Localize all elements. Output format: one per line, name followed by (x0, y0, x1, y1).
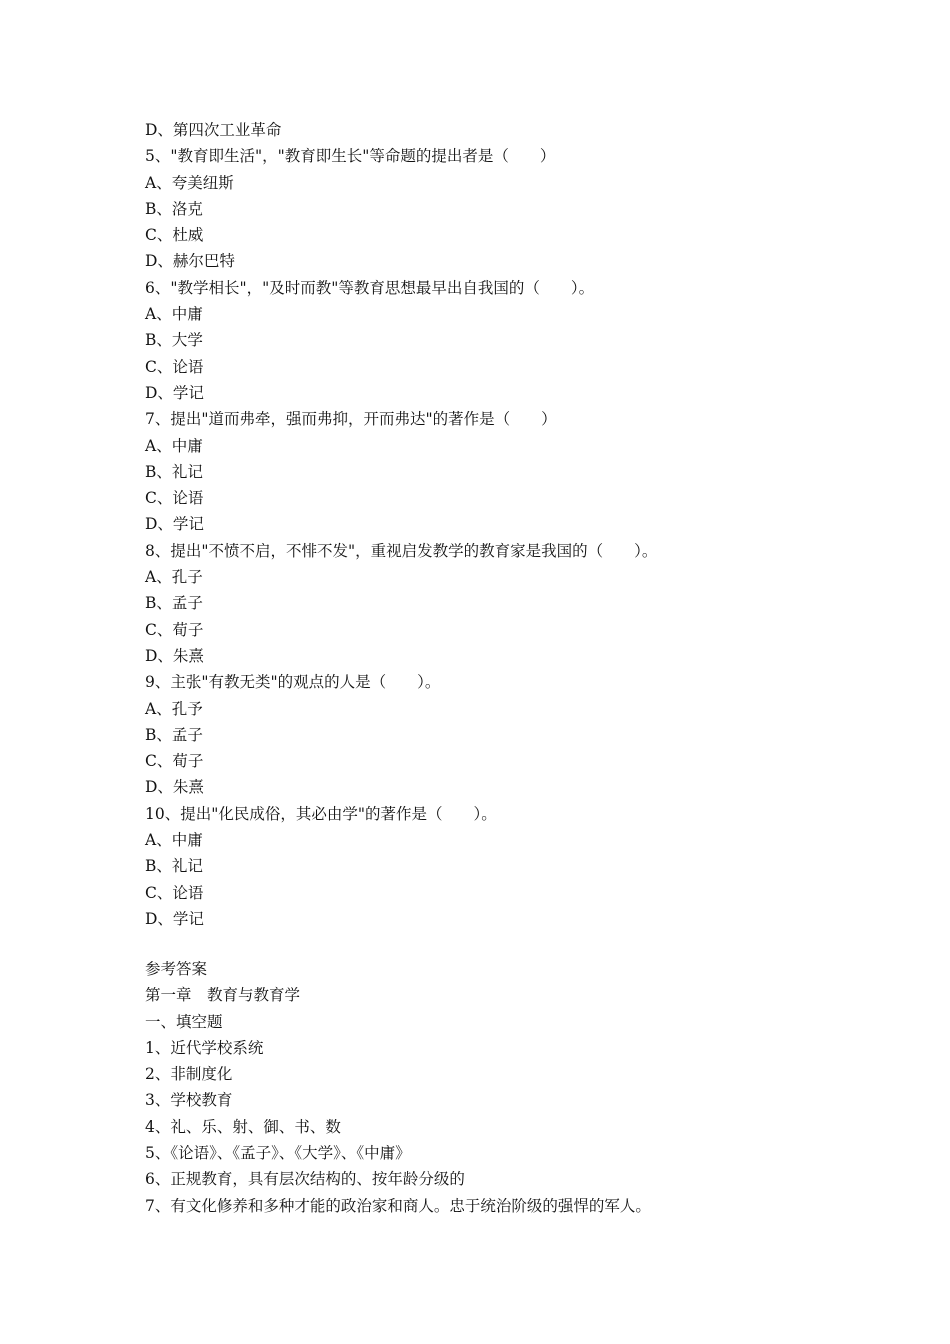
option-line: A、中庸 (145, 305, 203, 324)
option-line: C、论语 (145, 489, 204, 508)
option-line: B、礼记 (145, 462, 203, 481)
answer-line: 6、正规教育，具有层次结构的、按年龄分级的 (145, 1170, 465, 1189)
question-5: 5、"教育即生活"，"教育即生长"等命题的提出者是（ ） (145, 147, 556, 166)
option-line: C、杜威 (145, 226, 204, 245)
option-line: A、夸美纽斯 (145, 173, 234, 192)
chapter-title: 第一章 教育与教育学 (145, 986, 301, 1005)
answer-line: 3、学校教育 (145, 1091, 233, 1110)
answer-heading: 参考答案 (145, 960, 208, 978)
question-6: 6、"教学相长"，"及时而教"等教育思想最早出自我国的（ ）。 (145, 278, 595, 297)
option-line: C、荀子 (145, 752, 204, 771)
option-line: A、孔予 (145, 699, 203, 718)
option-line: B、孟子 (145, 594, 203, 613)
option-line: C、论语 (145, 357, 204, 376)
option-line: D、学记 (145, 909, 204, 928)
option-line: B、洛克 (145, 199, 203, 218)
option-line: D、第四次工业革命 (145, 121, 282, 139)
question-8: 8、提出"不愤不启，不悱不发"，重视启发教学的教育家是我国的（ ）。 (145, 541, 658, 560)
option-line: B、礼记 (145, 857, 203, 876)
option-line: C、荀子 (145, 620, 204, 639)
option-line: B、大学 (145, 331, 203, 350)
option-line: D、朱熹 (145, 778, 204, 797)
question-9: 9、主张"有教无类"的观点的人是（ ）。 (145, 673, 441, 692)
question-10: 10、提出"化民成俗，其必由学"的著作是（ ）。 (145, 804, 497, 823)
option-line: D、学记 (145, 515, 204, 534)
question-list (145, 117, 905, 932)
option-line: C、论语 (145, 883, 204, 902)
option-line: A、中庸 (145, 436, 203, 455)
option-line: A、孔子 (145, 568, 203, 587)
answer-section (145, 956, 905, 1219)
answer-line: 5、《论语》、《孟子》、《大学》、《中庸》 (145, 1144, 411, 1163)
answer-line: 2、非制度化 (145, 1065, 233, 1084)
section-title: 一、填空题 (145, 1012, 223, 1031)
option-line: B、孟子 (145, 725, 203, 744)
answer-line: 1、近代学校系统 (145, 1038, 264, 1057)
option-line: D、赫尔巴特 (145, 252, 235, 271)
option-line: D、朱熹 (145, 646, 204, 665)
option-line: A、中庸 (145, 831, 203, 850)
answer-line: 4、礼、乐、射、御、书、数 (145, 1117, 341, 1136)
option-line: D、学记 (145, 383, 204, 402)
question-7: 7、提出"道而弗牵，强而弗抑，开而弗达"的著作是（ ） (145, 410, 557, 429)
answer-line: 7、有文化修养和多种才能的政治家和商人。忠于统治阶级的强悍的军人。 (145, 1196, 651, 1215)
